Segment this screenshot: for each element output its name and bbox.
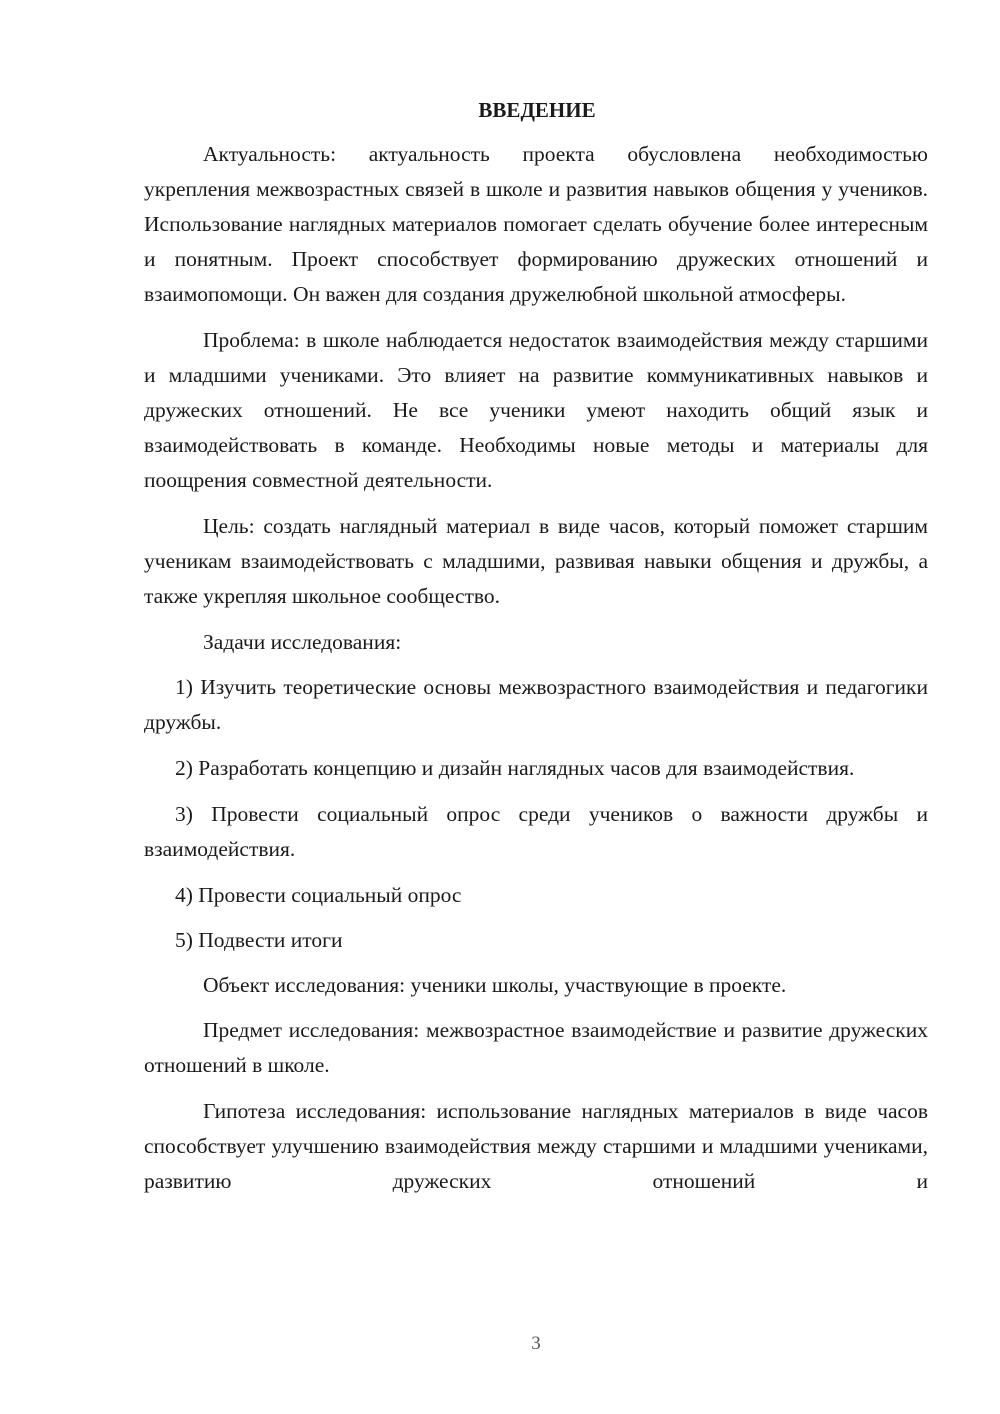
tasks-heading: Задачи исследования:	[203, 630, 402, 654]
task-item-3: 3) Провести социальный опрос среди учеников о важности дружбы и взаимодействия.	[144, 802, 928, 861]
task-item-4: 4) Провести социальный опрос	[175, 883, 462, 907]
paragraph-relevance: Актуальность: актуальность проекта обусловлена необходимостью укрепления межвозрастных связей в школе и развития навыков общения у учеников. Использование наглядных материалов помогает сделать обучение более интересным и понятным. Проект способствует формированию дружеских отношений и взаимопомощи. Он важен для создания дружелюбной школьной атмосферы.	[144, 142, 928, 306]
paragraph-problem: Проблема: в школе наблюдается недостаток взаимодействия между старшими и младшими учениками. Это влияет на развитие коммуникативных навыков и дружеских отношений. Не все ученики умеют находить общий язык и взаимодействовать в команде. Необходимы новые методы и материалы для поощрения совместной деятельности.	[144, 328, 928, 492]
paragraph-hypothesis: Гипотеза исследования: использование наглядных материалов в виде часов способствует улучшению взаимодействия между старшими и младшими учениками, развитию дружеских отношений и	[144, 1099, 928, 1193]
paragraph-subject: Предмет исследования: межвозрастное взаимодействие и развитие дружеских отношений в школе.	[144, 1018, 928, 1077]
task-item-2: 2) Разработать концепцию и дизайн наглядных часов для взаимодействия.	[175, 756, 855, 780]
paragraph-object: Объект исследования: ученики школы, участвующие в проекте.	[203, 973, 787, 997]
page-title: ВВЕДЕНИЕ	[478, 98, 596, 122]
document-page	[144, 95, 928, 1210]
task-item-5: 5) Подвести итоги	[175, 928, 343, 952]
paragraph-goal: Цель: создать наглядный материал в виде часов, который поможет старшим ученикам взаимодействовать с младшими, развивая навыки общения и дружбы, а также укрепляя школьное сообщество.	[144, 514, 928, 608]
page-number: 3	[531, 1333, 541, 1354]
task-item-1: 1) Изучить теоретические основы межвозрастного взаимодействия и педагогики дружбы.	[144, 675, 928, 734]
